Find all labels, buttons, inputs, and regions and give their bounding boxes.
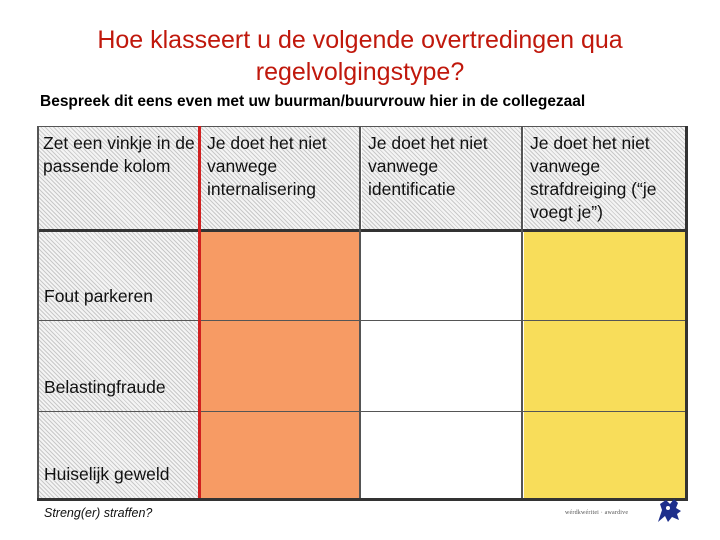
check-cell-belastingfraude-internalisering[interactable] bbox=[201, 321, 359, 411]
column-divider bbox=[37, 126, 39, 498]
page-title: Hoe klasseert u de volgende overtredingen qua regelvolgingstype? bbox=[97, 26, 623, 86]
row-divider bbox=[37, 126, 685, 127]
logo-text: wérdkwéritei · awardive bbox=[565, 510, 629, 516]
check-cell-huiselijk-geweld-internalisering[interactable] bbox=[201, 412, 359, 498]
header-divider bbox=[37, 229, 685, 232]
column-header-internalisering: Je doet het niet vanwege internalisering bbox=[201, 126, 359, 230]
row-label-belastingfraude: Belastingfraude bbox=[37, 321, 198, 411]
column-header-identificatie: Je doet het niet vanwege identificatie bbox=[362, 126, 521, 230]
check-cell-belastingfraude-strafdreiging[interactable] bbox=[524, 321, 685, 411]
column-divider bbox=[521, 126, 523, 498]
column-header-strafdreiging: Je doet het niet vanwege strafdreiging (“je voegt je”) bbox=[524, 126, 685, 230]
row-label-huiselijk-geweld: Huiselijk geweld bbox=[37, 412, 198, 498]
check-cell-huiselijk-geweld-strafdreiging[interactable] bbox=[524, 412, 685, 498]
page-subtitle: Bespreek dit eens even met uw buurman/buurvrouw hier in de collegezaal bbox=[40, 93, 586, 110]
column-divider-red bbox=[198, 126, 201, 498]
row-divider bbox=[37, 411, 685, 412]
row-label-fout-parkeren: Fout parkeren bbox=[37, 232, 198, 320]
table-corner-header: Zet een vinkje in de passende kolom bbox=[37, 126, 198, 230]
lion-logo-icon bbox=[654, 496, 684, 524]
footer-note: Streng(er) straffen? bbox=[44, 506, 153, 520]
classification-table bbox=[37, 126, 688, 501]
row-divider bbox=[37, 320, 685, 321]
check-cell-belastingfraude-identificatie[interactable] bbox=[362, 321, 521, 411]
check-cell-fout-parkeren-internalisering[interactable] bbox=[201, 232, 359, 320]
column-divider bbox=[359, 126, 361, 498]
check-cell-huiselijk-geweld-identificatie[interactable] bbox=[362, 412, 521, 498]
check-cell-fout-parkeren-identificatie[interactable] bbox=[362, 232, 521, 320]
check-cell-fout-parkeren-strafdreiging[interactable] bbox=[524, 232, 685, 320]
